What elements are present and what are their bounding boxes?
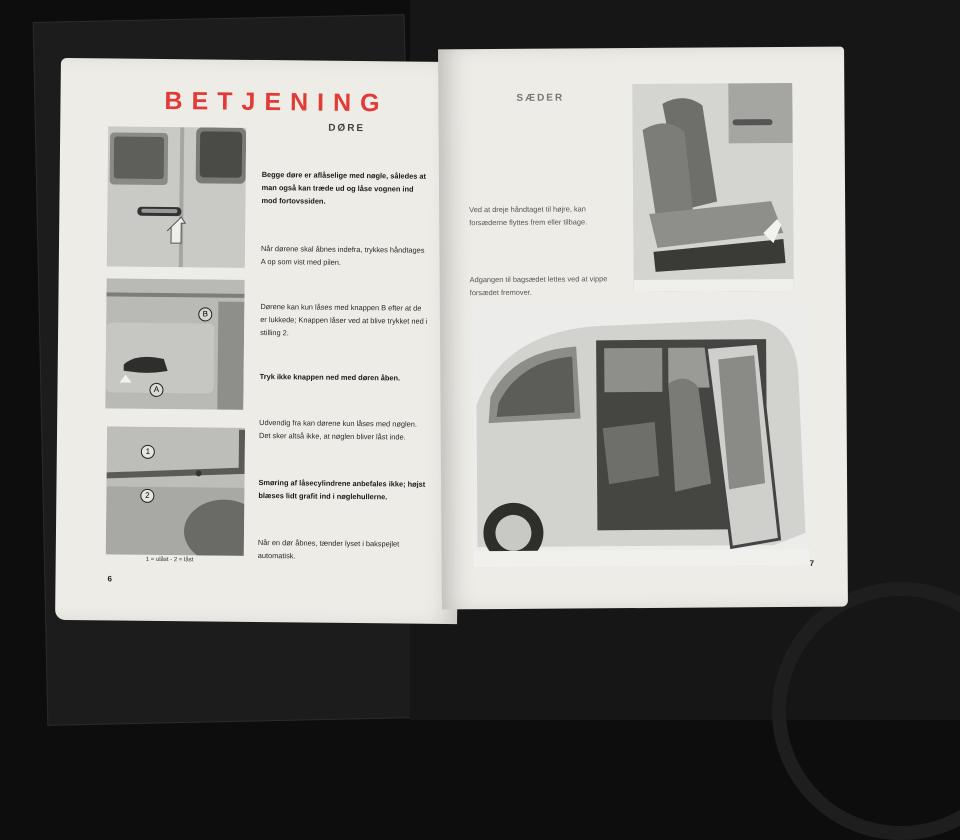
section-subtitle-doors: DØRE bbox=[328, 122, 366, 135]
page-title: BETJENING bbox=[164, 86, 389, 118]
label-1-marker: 1 bbox=[141, 445, 155, 459]
paragraph-seats-1: Ved at dreje håndtaget til højre, kan forsæderne flyttes frem eller tilbage. bbox=[469, 204, 588, 228]
photo-front-seats-image bbox=[632, 83, 793, 292]
paragraph-1: Begge døre er aflåselige med nøgle, således at man også kan træde ud og låse vognen ind mod fortovssiden. bbox=[261, 170, 427, 206]
paragraph-4: Tryk ikke knappen ned med døren åben. bbox=[259, 372, 401, 383]
photo-door-interior-image bbox=[105, 278, 244, 409]
paragraph-2: Når dørene skal åbnes indefra, trykkes håndtages A op som vist med pilen. bbox=[260, 244, 425, 267]
label-a-marker: A bbox=[149, 383, 163, 397]
page-number-left: 6 bbox=[107, 574, 113, 584]
manual-page-right bbox=[438, 47, 848, 610]
photo-lock-button-image bbox=[106, 426, 245, 555]
photo-lock-button bbox=[106, 426, 245, 555]
photo-front-seats bbox=[632, 83, 793, 292]
photo-door-interior bbox=[105, 278, 244, 409]
photo-door-exterior bbox=[107, 126, 246, 267]
section-subtitle-seats: SÆDER bbox=[516, 92, 565, 104]
paragraph-seats-2: Adgangen til bagsædet lettes ved at vippe forsædet fremover. bbox=[469, 274, 608, 298]
label-2-marker: 2 bbox=[140, 489, 154, 503]
photo-car-side bbox=[472, 303, 810, 567]
page-number-right: 7 bbox=[809, 558, 815, 568]
photo-caption: 1 = ulåst - 2 = låst bbox=[145, 556, 194, 564]
photo-car-side-image bbox=[472, 303, 810, 567]
paragraph-7: Når en dør åbnes, tænder lyset i bakspejlet automatisk. bbox=[257, 537, 400, 561]
manual-page-left bbox=[55, 58, 463, 624]
label-b-marker: B bbox=[198, 307, 212, 321]
paragraph-5: Udvendig fra kan dørene kun låses med nøglen. Det sker altså ikke, at nøglen bliver låst inde. bbox=[258, 418, 417, 442]
photo-door-exterior-image bbox=[107, 126, 246, 267]
paragraph-3: Dørene kan kun låses med knappen B efter at de er lukkede; Knappen låser ved at blive trykket ned i stilling 2. bbox=[260, 302, 428, 338]
paragraph-6: Smøring af låsecylindrene anbefales ikke; højst blæses lidt grafit ind i nøglehullerne. bbox=[258, 478, 426, 502]
